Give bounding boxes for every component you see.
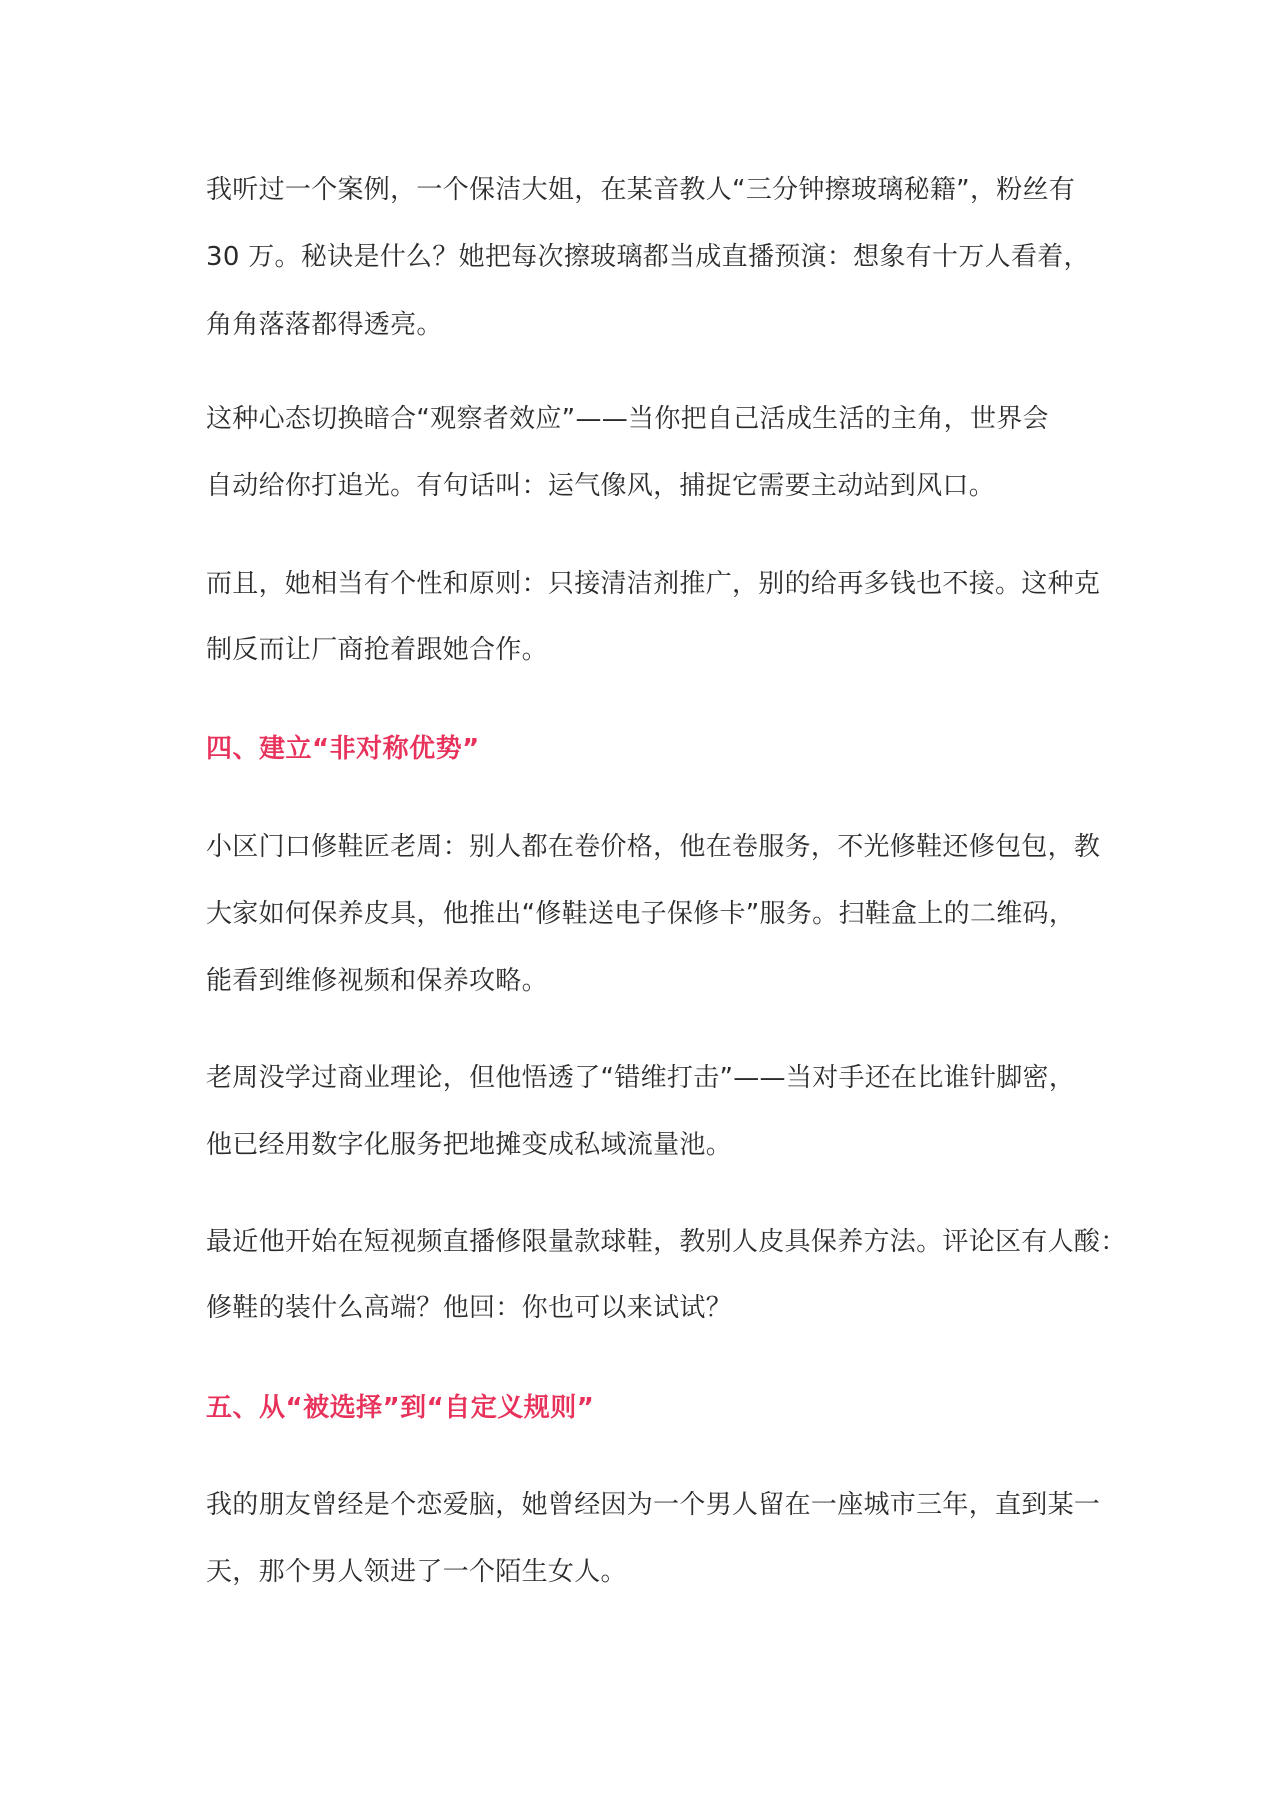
- section-heading: 五、从“被选择”到“自定义规则”: [206, 1393, 595, 1423]
- paragraph-line: 天，那个男人领进了一个陌生女人。: [206, 1557, 627, 1587]
- paragraph-line: 我的朋友曾经是个恋爱脑，她曾经因为一个男人留在一座城市三年，直到某一: [206, 1490, 1101, 1520]
- paragraph-line: 这种心态切换暗合“观察者效应”——当你把自己活成生活的主角，世界会: [206, 404, 1049, 434]
- paragraph-line: 修鞋的装什么高端？他回：你也可以来试试？: [206, 1293, 733, 1323]
- paragraph-line: 老周没学过商业理论，但他悟透了“错维打击”——当对手还在比谁针脚密，: [206, 1063, 1076, 1093]
- paragraph-line: 大家如何保养皮具，他推出“修鞋送电子保修卡”服务。扫鞋盒上的二维码，: [206, 899, 1076, 929]
- section-heading: 四、建立“非对称优势”: [206, 734, 480, 764]
- paragraph-line: 自动给你打追光。有句话叫：运气像风，捕捉它需要主动站到风口。: [206, 471, 996, 501]
- paragraph-line: 能看到维修视频和保养攻略。: [206, 966, 548, 996]
- paragraph-line: 他已经用数字化服务把地摊变成私域流量池。: [206, 1130, 733, 1160]
- paragraph-line: 小区门口修鞋匠老周：别人都在卷价格，他在卷服务，不光修鞋还修包包，教: [206, 832, 1101, 862]
- paragraph-line: 制反而让厂商抢着跟她合作。: [206, 635, 548, 665]
- paragraph-line: 而且，她相当有个性和原则：只接清洁剂推广，别的给再多钱也不接。这种克: [206, 569, 1101, 599]
- paragraph-line: 角角落落都得透亮。: [206, 310, 443, 340]
- paragraph-line: 30 万。秘诀是什么？她把每次擦玻璃都当成直播预演：想象有十万人看着，: [206, 242, 1090, 272]
- paragraph-line: 最近他开始在短视频直播修限量款球鞋，教别人皮具保养方法。评论区有人酸：: [206, 1227, 1127, 1257]
- paragraph-line: 我听过一个案例，一个保洁大姐，在某音教人“三分钟擦玻璃秘籍”，粉丝有: [206, 175, 1076, 205]
